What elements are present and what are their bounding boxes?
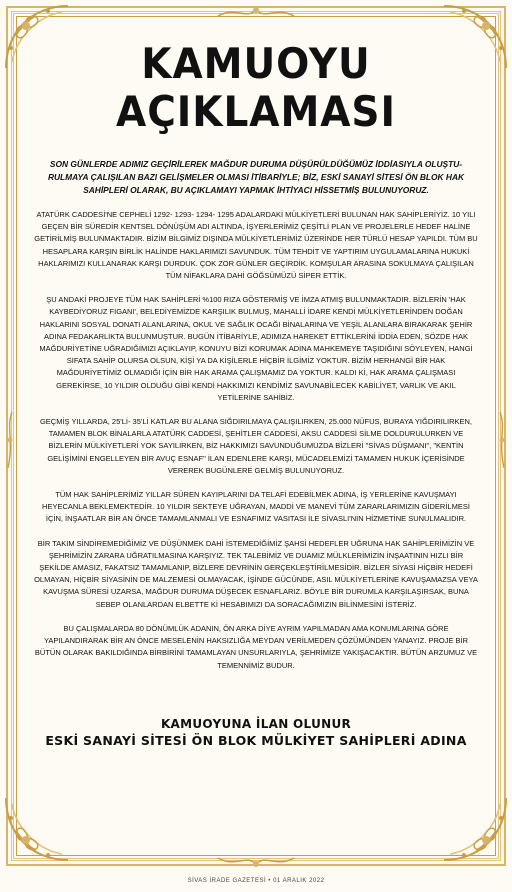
intro-paragraph: SON GÜNLERDE ADIMIZ GEÇİRİLEREK MAĞDUR DURUMA DÜŞÜRÜLDÜĞÜMÜZ İDDİASIYLA OLUŞTU-RULMAYA ÇALIŞILAN BAZI GELİŞMELER OLMASI İTİBARİYLE; BİZ, ESKİ SANAYİ SİTESİ ÖN BLOK HAK SAHİPLERİ OLARAK, BU AÇIKLAMAYI YAPMAK İHTİYACI HİSSETMİŞ BULUNUYORUZ. bbox=[47, 159, 465, 195]
top-center-ornament-icon bbox=[216, 4, 296, 22]
right-side-ornament-icon bbox=[496, 410, 508, 470]
title-line-2: AÇIKLAMASI bbox=[116, 87, 396, 136]
left-side-ornament-icon bbox=[4, 410, 16, 470]
closing-signature bbox=[30, 716, 482, 750]
announcement-title bbox=[46, 40, 466, 136]
corner-ornament-icon bbox=[2, 794, 72, 864]
closing-line-2: ESKİ SANAYİ SİTESİ ÖN BLOK MÜLKİYET SAHİPLERİ ADINA bbox=[45, 732, 467, 748]
publication-footer: SİVAS İRADE GAZETESİ • 01 ARALIK 2022 bbox=[187, 878, 325, 884]
body-paragraph: TÜM HAK SAHİPLERİMİZ YILLAR SÜREN KAYIPLARINI DA TELAFİ EDEBİLMEK ADINA, İŞ YERLERİNE KAVUŞMAYI HEYECANLA BEKLEMEKTEDİR. 10 YILDIR SEKTEYE UĞRAYAN, MADDİ VE MANEVİ TÜM ZARARLARIMIZIN GİDERİLMESİ İÇİN, İNŞAATLAR BİR AN ÖNCE TAMAMLANMALI VE ESNAFIMIZ VASITASI İLE SİVASLI'NIN HİZMETİNE SUNULMALIDIR. bbox=[42, 490, 470, 524]
body-paragraph: GEÇMİŞ YILLARDA, 25'Lİ- 35'Lİ KATLAR BU ALANA SIĞDIRILMAYA ÇALIŞILIRKEN, 25.000 NÜFUS, BURAYA YIĞDIRILIRKEN, TAMAMEN BLOK BİNALARLA ATATÜRK CADDESİ, ŞEHİTLER CADDESİ, AKSU CADDESİ SİLME DOLDURULURKEN VE BİZLERİN MÜLKİYETLERİ YOK SAYILIRKEN, BİZ HAKKIMIZI SAVUNDUĞUMUZDA BİZLERİ "SİVAS DÜŞMANI", "KENTİN GELİŞİMİNİ ENGELLEYEN BİR AVUÇ ESNAF" İLAN EDENLERE KARŞI, MÜCADELEMİZİ TAMAMEN HUKUK İÇERİSİNDE VEREREK BUGÜNLERE GELMİŞ BULUNUYORUZ. bbox=[39, 417, 473, 475]
title-line-1: KAMUOYU bbox=[141, 39, 371, 88]
body-paragraph: ŞU ANDAKİ PROJEYE TÜM HAK SAHİPLERİ %100 RIZA GÖSTERMİŞ VE İMZA ATMIŞ BULUNMAKTADIR. BİZLERİN 'HAK KAYBEDİYORUZ FIGANI', BELEDİYEMİZDE KARŞILIK BULMUŞ, MAHALLİ İDARE KENDİ MÜLKİYETLERİNDEN DOĞAN HAKLARINI SOSYAL DONATI ALANLARINA, OKUL VE SAĞLIK OCAĞI BİNALARINA VE YEŞİL ALANLARA BIRAKARAK ŞEHİR ADINA FEDAKARLIKTA BULUNMUŞTUR. BUGÜN İTİBARİYLE, ADIMIZA HAREKET ETTİKLERİNİ İDDİA EDEN, SÖZDE HAK MAĞDURİYETİNE UĞRADIĞIMIZI AÇIKLAYIP, KONUYU BİZİ KORUMAK ADINA MAHKEMEYE TAŞIDIĞINI SÖYLEYEN, HANGİ SIFATA SAHİP OLURSA OLSUN, KİŞİ YA DA KİŞİLERLE HİÇBİR İLGİMİZ YOKTUR. BİZİM HERHANGİ BİR HAK MAĞDURİYETİMİZ OLMADIĞI İÇİN BİR HAK ARAMA ÇALIŞMAMIZ DA YOKTUR. KALDI Kİ, HAK ARAMA ÇALIŞMASI GEREKİRSE, 10 YILDIR OLDUĞU GİBİ KENDİ HAKKIMIZI KENDİMİZ SAVUNABİLECEK KABİLİYET, VARLIK VE AKIL YETİLERİNE SAHİBİZ. bbox=[39, 295, 473, 402]
bottom-center-ornament-icon bbox=[216, 852, 296, 870]
body-paragraph: ATATÜRK CADDESİ'NE CEPHELİ 1292- 1293- 1294- 1295 ADALARDAKİ MÜLKİYETLERİ BULUNAN HAK SAHİPLERİYİZ. 10 YILI GEÇEN BİR SÜREDİR KENTSEL DÖNÜŞÜM ADI ALTINDA, İŞYERLERİMİZ ÇEŞİTLİ PLAN VE PROJELERLE HEDEF HALİNE GETİRİLMİŞ BULUNMAKTADIR. BİZİM BİLGİMİZ DIŞINDA MÜLKİYETLERİMİZ ÜZERİNDE HER TÜRLÜ HESAP YAPILDI. TÜM BU HESAPLARA KARŞIN BİRLİK HALİNDE HAKLARIMIZI SAVUNDUK. TÜM TEHDİT VE YAPTIRIM UYGULAMALARINA HUKUKİ HAKLARIMIZI KULLANARAK KARŞI DURDUK. ÇOK ZOR GÜNLER GEÇİRDİK. KOMŞULAR ARASINA SOKULMAYA ÇALIŞILAN TÜM NİFAKLARA DAHİ GÖĞSÜMÜZÜ SİPER ETTİK. bbox=[34, 210, 478, 281]
closing-line-1: KAMUOYUNA İLAN OLUNUR bbox=[160, 716, 352, 731]
announcement-content bbox=[30, 40, 482, 750]
body-paragraph: BU ÇALIŞMALARDA 80 DÖNÜMLÜK ADANIN, ÖN ARKA DİYE AYRIM YAPILMADAN AMA KONUMLARINA GÖRE YAPILANDIRARAK BİR AN ÖNCE MESELENİN HAKSIZLIĞA MEYDAN VERİLMEDEN ÇÖZÜMÜNDEN YANAYIZ. PROJE BİR BÜTÜN OLARAK BAKILDIĞINDA BİRBİRİNİ TAMAMLAYAN UNSURLARIYLA, ŞEHRİMİZE YAKIŞACAKTIR. BÜTÜN ARZUMUZ VE TEMENNİMİZ BUDUR. bbox=[34, 623, 478, 670]
body-paragraph: BİR TAKIM SİNDİREMEDİĞİMİZ VE DÜŞÜNMEK DAHİ İSTEMEDİĞİMİZ ŞAHSİ HEDEFLER UĞRUNA HAK SAHİPLERİMİZİN VE ŞEHRİMİZİN ZARARA UĞRATILMASINA KARŞIYIZ. TEK TALEBİMİZ VE DUAMIZ MÜLKLERİMİZİN İNŞAATININ HIZLI BİR ŞEKİLDE AMASIZ, FAKATSIZ TAMAMLANIP, BİZLERE DEVRİNİN GERÇEKLEŞTİRİLMESİDİR. BİZLER SİYASİ HİÇBİR HEDEFİ OLMAYAN, HİÇBİR SİYASİNİN DE MALZEMESİ OLMAYACAK, İŞİNDE GÜCÜNDE, ASIL MÜLKİYETLERİNE KAVUŞAMAZSA VEYA KAVUŞMA SÜRESİ UZARSA, MAĞDUR DURUMA DÜŞECEK ESNAFLARIZ. BÖYLE BİR DURUMLA KARŞILAŞIRSAK, BUNA SEBEP OLANLARDAN ELBETTE Kİ HESABIMIZI DA SORACAĞIMIZIN BİLİNMESİNİ İSTERİZ. bbox=[34, 538, 478, 609]
corner-ornament-icon bbox=[440, 794, 510, 864]
